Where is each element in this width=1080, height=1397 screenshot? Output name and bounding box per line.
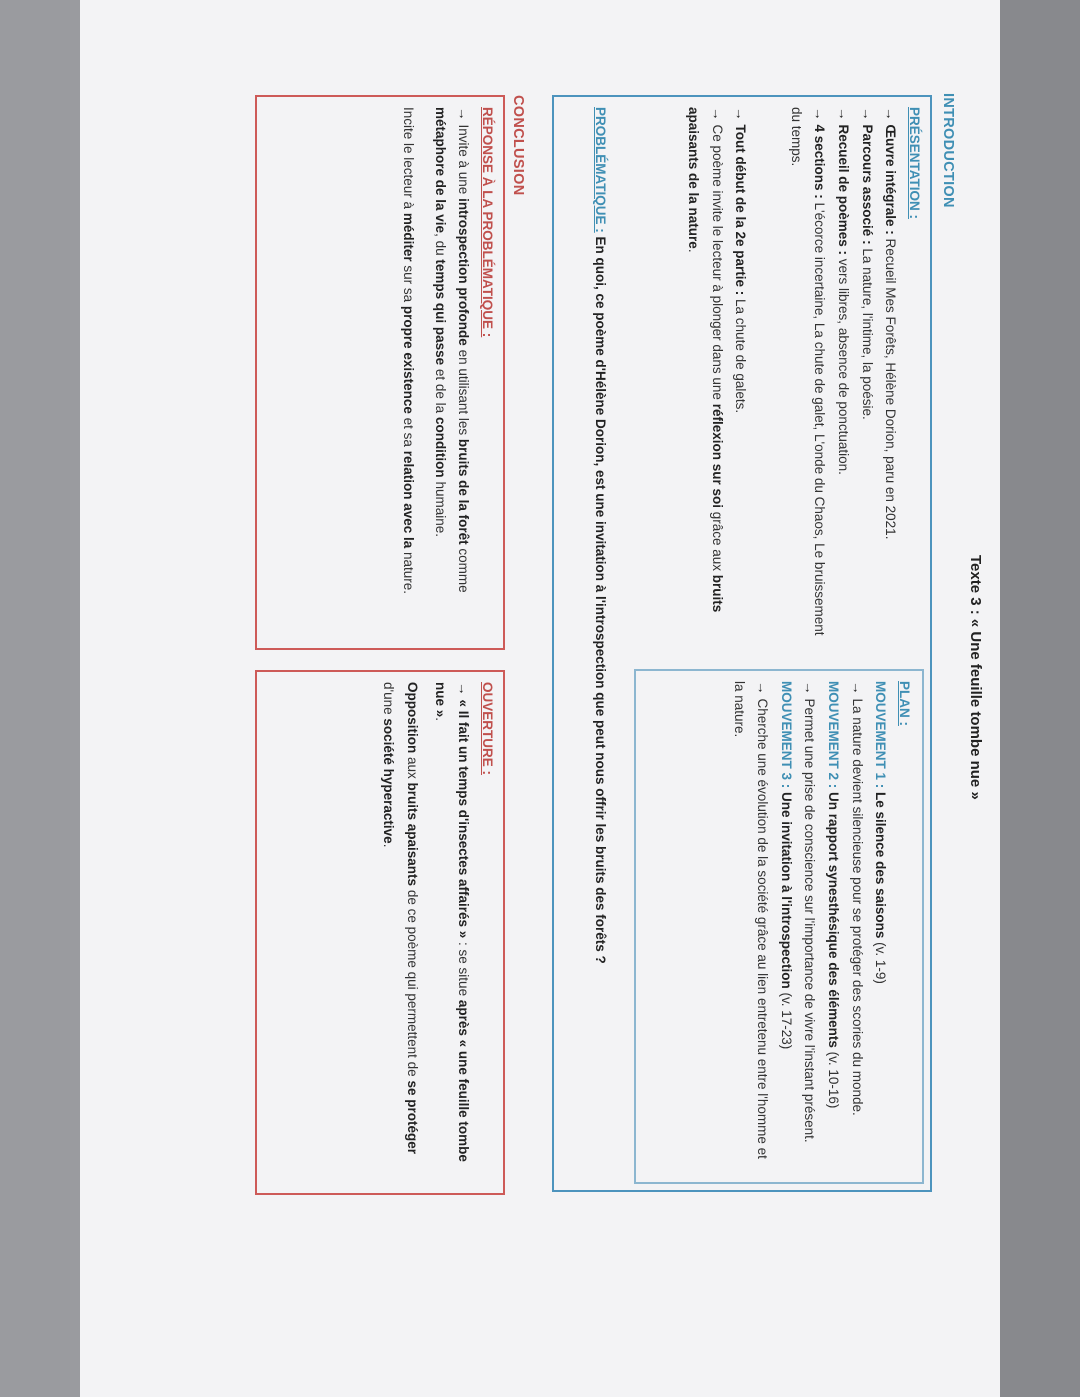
reponse-paragraph-2: Incite le lecteur à méditer sur sa propre existence et sa relation avec la nature. [401,107,417,595]
problematique-line [588,107,612,1182]
movement-3-desc: →Cherche une évolution de la société grâce au lien entretenu entre l'homme et la nature. [731,681,771,1159]
presentation-item: →4 sections : L'écorce incertaine, La chute de galet, L'onde du Chaos, Le bruissement du temps. [788,107,828,636]
movement-2-title: MOUVEMENT 2 : Un rapport synesthésique des éléments (v. 10-16) [826,681,842,1109]
document-title: Texte 3 : « Une feuille tombe nue » [967,555,984,800]
summary-line: →Ce poème invite le lecteur à plonger dans une réflexion sur soi grâce aux bruits apaisants de la nature. [686,107,725,613]
ouverture-paragraph-1: →« Il fait un temps d'insectes affairés » : se situe après « une feuille tombe nue ». [432,682,472,1162]
presentation-section [681,107,926,647]
ouverture-label: OUVERTURE : [480,682,495,776]
background-left [0,0,80,1397]
ouverture-paragraph-2: Opposition aux bruits apaisants de ce poème qui permettent de se protéger d'une société hyperactive. [381,682,421,1154]
problematique-text: En quoi, ce poème d'Hélène Dorion, est une invitation à l'introspection que peut nous offrir les bruits des forêts ? [593,236,608,964]
presentation-item: →Parcours associé : La nature, l'intime, la poésie. [859,107,875,420]
presentation-label: PRÉSENTATION : [907,107,922,220]
movement-1-desc: →La nature devient silencieuse pour se protéger des scories du monde. [849,681,865,1116]
problematique-label: PROBLÉMATIQUE : [593,107,608,233]
plan-box [634,669,924,1184]
movement-1-title: MOUVEMENT 1 : Le silence des saisons (v. 1-9) [873,681,889,984]
reponse-paragraph-1: →Invite à une introspection profonde en utilisant les bruits de la forêt comme métaphore de la vie, du temps qui passe et de la condition humaine. [432,107,472,593]
conclusion-heading: CONCLUSION [510,95,526,196]
movement-2-desc: →Permet une prise de conscience sur l'importance de vivre l'instant présent. [802,681,818,1143]
rotated-page [80,0,1000,1397]
situation-line: →Tout début de la 2e partie : La chute de galets. [733,107,749,414]
ouverture-box [255,670,505,1195]
plan-label: PLAN : [897,681,912,726]
introduction-box [552,95,932,1192]
background-right [1000,0,1080,1397]
paper-sheet [80,0,1000,1397]
reponse-label: RÉPONSE À LA PROBLÉMATIQUE : [480,107,495,338]
presentation-item: →Œuvre intégrale : Recueil Mes Forêts, Hélène Dorion, paru en 2021. [883,107,899,540]
movement-3-title: MOUVEMENT 3 : Une invitation à l'introspection (v. 17-23) [778,681,794,1050]
presentation-item: →Recueil de poèmes : vers libres, absence de ponctuation. [836,107,852,475]
reponse-box [255,95,505,650]
introduction-heading: INTRODUCTION [940,93,956,208]
